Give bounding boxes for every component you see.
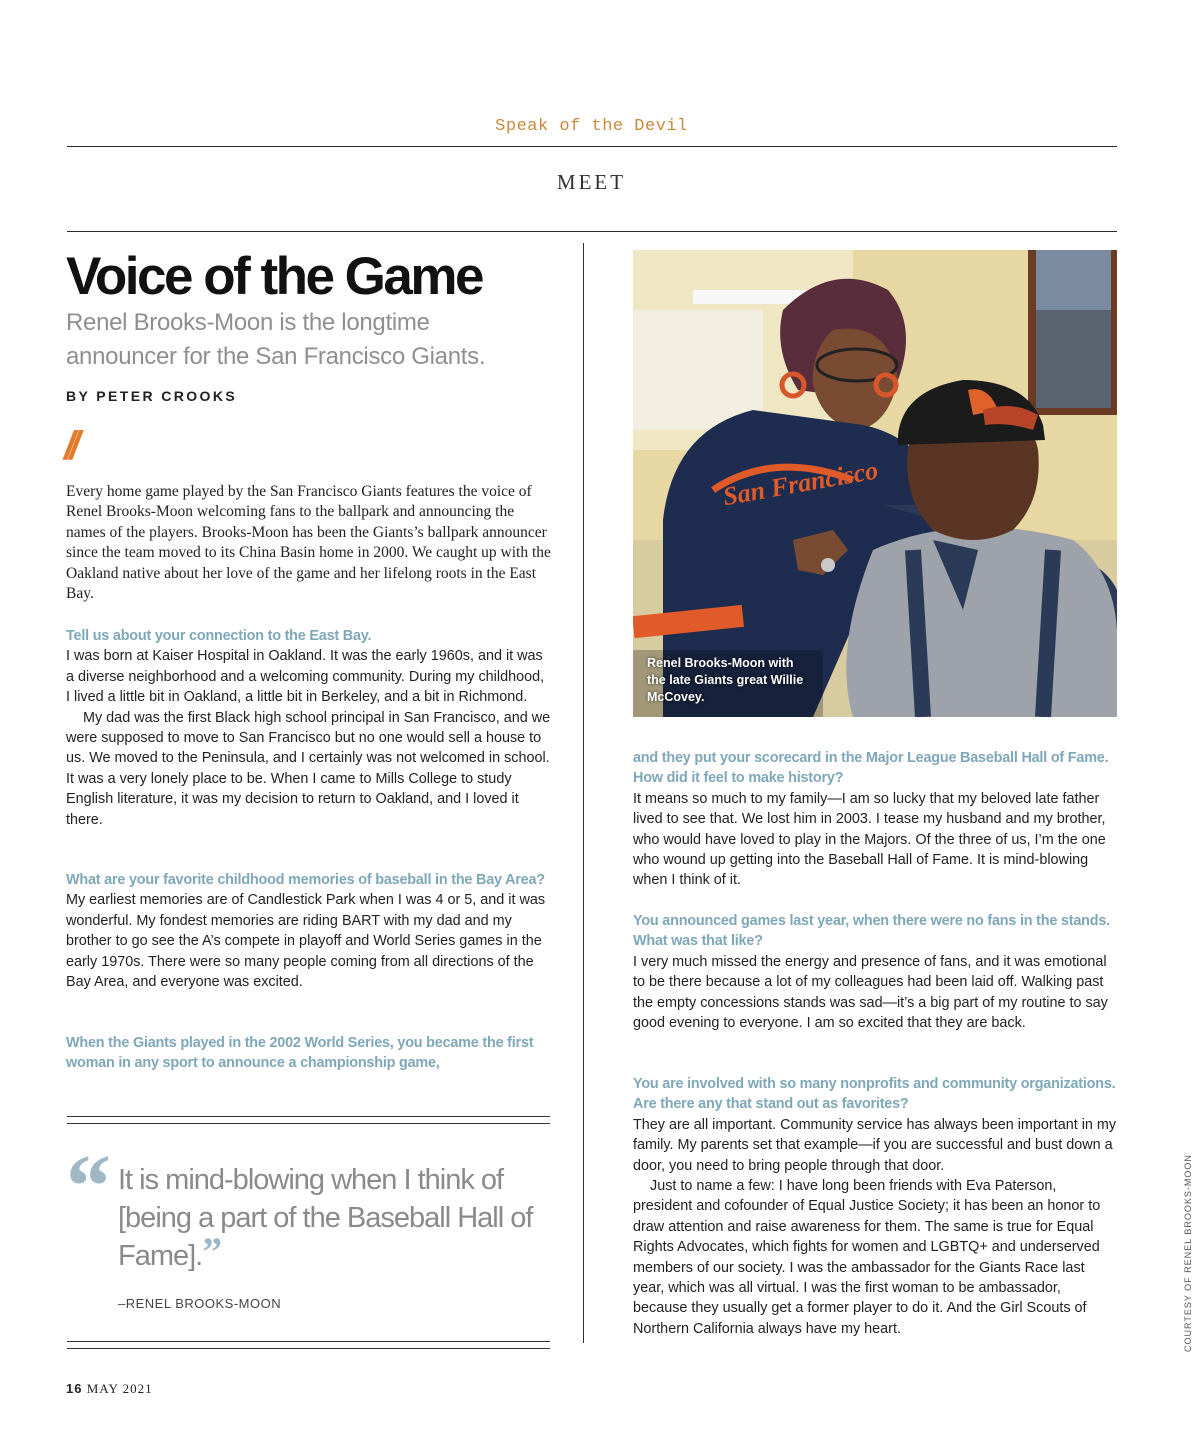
qa-block-nonprofits [633,1074,1119,1339]
column-divider [583,243,584,1343]
pull-quote [118,1161,538,1275]
close-quote-mark: ” [202,1229,222,1274]
pull-quote-rule [67,1348,550,1349]
pull-quote-attribution: –RENEL BROOKS-MOON [118,1296,282,1311]
article-headline: Voice of the Game [66,247,482,306]
photo-shirt-text: San Francisco [720,455,881,512]
answer-paragraph: I very much missed the energy and presence of fans, and it was emotional to be there because a lot of my colleagues had been laid off. Walking past the empty concessions stands was sad—it’s a big part of my routine to say good evening to everyone. I am so excited that they are back. [633,953,1108,1032]
article-photo [633,250,1117,717]
pull-quote-rule [67,1123,550,1124]
question: You are involved with so many nonprofits and community organizations. Are there any that stand out as favorites? [633,1076,1116,1113]
answer-paragraph: Just to name a few: I have long been friends with Eva Paterson, president and cofounder of Equal Justice Society; it has been an honor to draw attention and raise awareness for them. The same is true for Equal Rights Advocates, which fights for women and LGBTQ+ and underserved members of our society. I was the ambassador for the Giants Race last year, which was all virtual. I was the first woman to be ambassador, because they usually get a former player to do it. And the Girl Scouts of Northern California always have my heart. [633,1178,1101,1337]
issue-date: MAY 2021 [86,1381,153,1396]
photo-caption: Renel Brooks-Moon with the late Giants great Willie McCovey. [647,656,804,704]
answer-paragraph: It means so much to my family—I am so lucky that my beloved late father lived to see that. We lost him in 2003. I tease my husband and my brother, who would have loved to play in the Majors. Of the three of us, I’m the one who wound up getting into the Baseball Hall of Fame. It is mind-blowing when I think of it. [633,790,1106,889]
section-label: MEET [556,170,627,194]
qa-block-no-fans [633,911,1119,1033]
answer-paragraph: My earliest memories are of Candlestick Park when I was 4 or 5, and it was wonderful. My fondest memories are riding BART with my dad and my brother to go see the A’s compete in playoff and World Series games in the early 1970s. There were so many people coming from all directions of the Bay Area, and everyone was excited. [66,892,546,991]
question: You announced games last year, when there were no fans in the stands. What was that like? [633,913,1110,950]
article-byline: BY PETER CROOKS [66,388,238,404]
article-dek: Renel Brooks-Moon is the longtime announcer for the San Francisco Giants. [66,309,486,370]
question: and they put your scorecard in the Major League Baseball Hall of Fame. How did it feel to make history? [633,750,1109,787]
section-kicker: Speak of the Devil [495,117,688,136]
answer-paragraph: My dad was the first Black high school principal in San Francisco, and we were supposed to move to San Francisco but no one would sell a house to us. We moved to the Peninsula, and I certainly was not welcomed in school. It was a very lonely place to be. When I came to Mills College to study English literature, it was my decision to return to Oakland, and I loved it there. [66,709,551,828]
qa-block-childhood-memories [66,870,552,992]
pull-quote-text: It is mind-blowing when I think of [being a part of the Baseball Hall of Fame]. [118,1164,533,1272]
pull-quote-rule [67,1116,550,1117]
qa-block-world-series-cont [633,748,1119,891]
answer-paragraph: I was born at Kaiser Hospital in Oakland. It was the early 1960s, and it was a diverse neighborhood and a welcoming community. During my childhood, I lived a little bit in Oakland, a little bit in Berkeley, and a bit in Richmond. [66,648,545,706]
question: When the Giants played in the 2002 World Series, you became the first woman in any sport to announce a championship game, [66,1035,534,1072]
qa-block-east-bay [66,626,552,830]
question: Tell us about your connection to the East Bay. [66,628,372,644]
answer-paragraph: They are all important. Community service has always been important in my family. My parents set that example—if you are successful and bust down a door, you need to bring people through that door. [633,1116,1117,1174]
page-folio [66,1381,153,1397]
pull-quote-rule [67,1341,550,1342]
header-rule-bottom [67,231,1117,232]
page-number: 16 [66,1381,83,1396]
slash-ornament: // [64,424,75,468]
question: What are your favorite childhood memories of baseball in the Bay Area? [66,872,545,888]
photo-illustration [633,250,1117,717]
photo-credit: COURTESY OF RENEL BROOKS-MOON [1183,1154,1193,1352]
header-rule-top [67,146,1117,147]
open-quote-mark: “ [66,1137,111,1236]
article-intro: Every home game played by the San Francisco Giants features the voice of Renel Brooks-Moon welcoming fans to the ballpark and announcing the names of the players. Brooks-Moon has been the Giants’s ballpark announcer since the team moved to its China Basin home in 2000. We caught up with the Oakland native about her love of the game and her lifelong roots in the East Bay. [66,483,551,603]
qa-block-world-series-start [66,1033,552,1074]
